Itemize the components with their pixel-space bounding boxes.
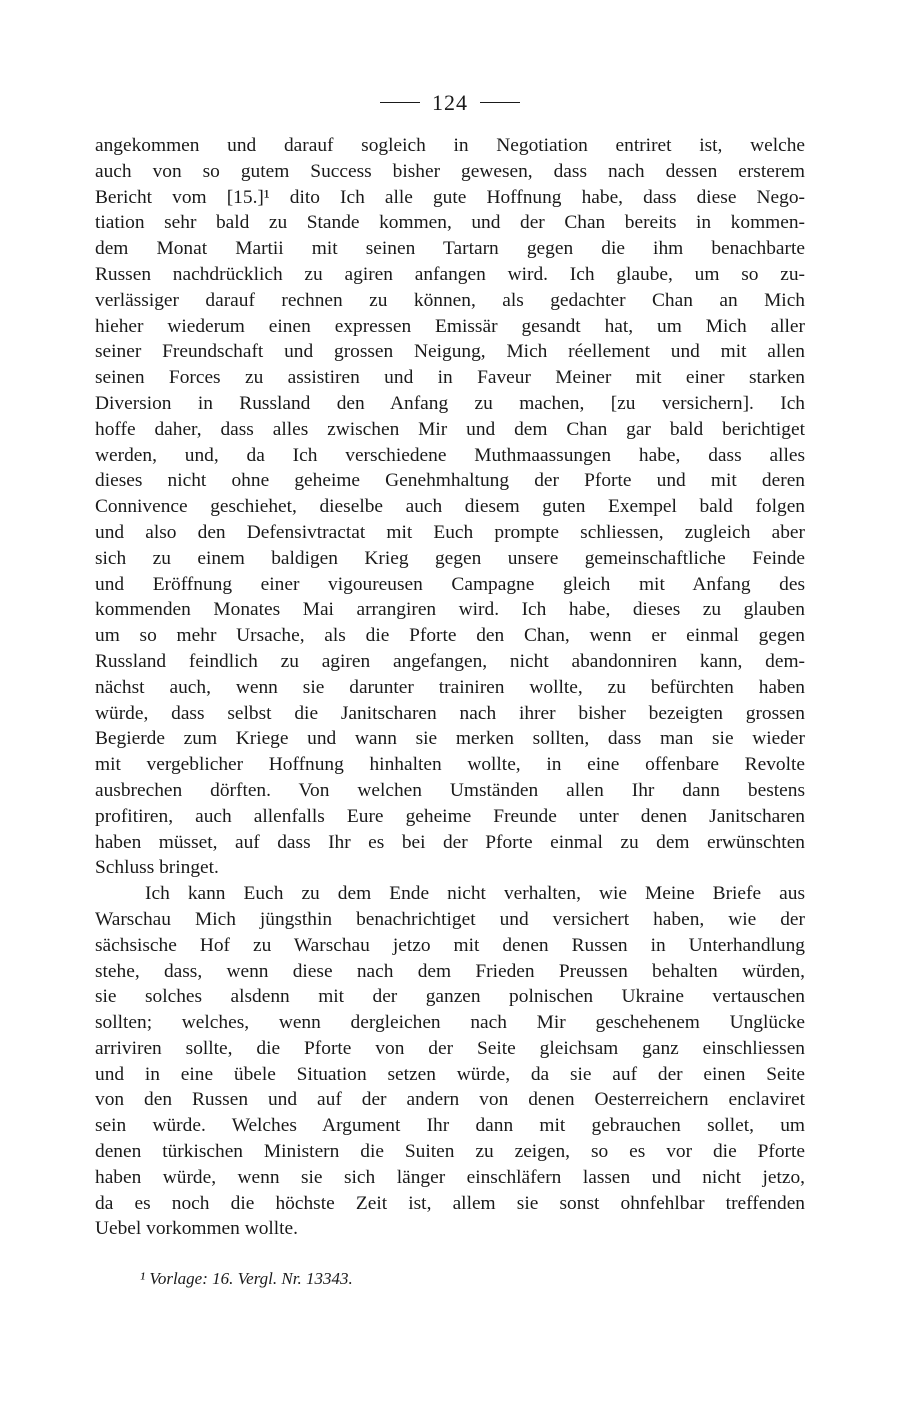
text-line: Connivence geschiehet, dieselbe auch diesem guten Exempel bald folgen bbox=[95, 496, 805, 518]
text-line: Russen nachdrücklich zu agiren anfangen wird. Ich glaube, um so zu- bbox=[95, 263, 805, 285]
text-line: sich zu einem baldigen Krieg gegen unsere gemeinschaftliche Feinde bbox=[95, 547, 805, 569]
text-line: sein würde. Welches Argument Ihr dann mit gebrauchen sollet, um bbox=[95, 1115, 805, 1137]
footnote: ¹ Vorlage: 16. Vergl. Nr. 13343. bbox=[140, 1269, 353, 1288]
page-number: 124 bbox=[432, 89, 468, 115]
text-line: angekommen und darauf sogleich in Negotiation entriret ist, welche bbox=[95, 135, 805, 156]
text-line: tiation sehr bald zu Stande kommen, und der Chan bereits in kommen- bbox=[95, 212, 805, 234]
text-line: stehe, dass, wenn diese nach dem Frieden Preussen behalten würden, bbox=[95, 960, 805, 982]
text-line: hieher wiederum einen expressen Emissär gesandt hat, um Mich aller bbox=[95, 315, 805, 337]
header-rule-right bbox=[480, 102, 520, 103]
text-line: seinen Forces zu assistiren und in Faveur Meiner mit einer starken bbox=[95, 367, 805, 389]
text-line: und Eröffnung einer vigoureusen Campagne gleich mit Anfang des bbox=[95, 573, 805, 595]
text-line: Ich kann Euch zu dem Ende nicht verhalten, wie Meine Briefe aus bbox=[145, 883, 805, 905]
text-line: werden, und, da Ich verschiedene Muthmaassungen habe, dass alles bbox=[95, 444, 805, 466]
text-line: hoffe daher, dass alles zwischen Mir und dem Chan gar bald berichtiget bbox=[95, 418, 805, 440]
text-line: und in eine übele Situation setzen würde, da sie auf der einen Seite bbox=[95, 1063, 805, 1085]
text-line: würde, dass selbst die Janitscharen nach ihrer bisher bezeigten grossen bbox=[95, 702, 805, 724]
text-line: profitiren, auch allenfalls Eure geheime Freunde unter denen Janitscharen bbox=[95, 805, 805, 827]
text-line: kommenden Monates Mai arrangiren wird. Ich habe, dieses zu glauben bbox=[95, 599, 805, 621]
text-line: von den Russen und auf der andern von denen Oesterreichern enclaviret bbox=[95, 1089, 805, 1111]
text-line: da es noch die höchste Zeit ist, allem sie sonst ohnfehlbar treffenden bbox=[95, 1192, 805, 1214]
text-line: um so mehr Ursache, als die Pforte den Chan, wenn er einmal gegen bbox=[95, 625, 805, 647]
text-line: haben müsset, auf dass Ihr es bei der Pforte einmal zu dem erwünschten bbox=[95, 831, 805, 853]
text-line: dem Monat Martii mit seinen Tartarn gegen die ihm benachbarte bbox=[95, 238, 805, 260]
text-line: und also den Defensivtractat mit Euch prompte schliessen, zugleich aber bbox=[95, 521, 805, 543]
text-line: dieses nicht ohne geheime Genehmhaltung der Pforte und mit deren bbox=[95, 470, 805, 492]
text-line: seiner Freundschaft und grossen Neigung, Mich réellement und mit allen bbox=[95, 341, 805, 363]
text-line: verlässiger darauf rechnen zu können, als gedachter Chan an Mich bbox=[95, 289, 805, 311]
page-header bbox=[0, 86, 900, 118]
text-line: Russland feindlich zu agiren angefangen, nicht abandonniren kann, dem- bbox=[95, 650, 805, 672]
text-line: Bericht vom [15.]¹ dito Ich alle gute Hoffnung habe, dass diese Nego- bbox=[95, 186, 805, 208]
text-line: denen türkischen Ministern die Suiten zu zeigen, so es vor die Pforte bbox=[95, 1141, 805, 1163]
text-line: ausbrechen dörften. Von welchen Umständen allen Ihr dann bestens bbox=[95, 779, 805, 801]
body-text bbox=[95, 133, 805, 1242]
text-line: haben würde, wenn sie sich länger einschläfern lassen und nicht jetzo, bbox=[95, 1166, 805, 1188]
header-rule-left bbox=[380, 102, 420, 103]
text-line: sächsische Hof zu Warschau jetzo mit denen Russen in Unterhandlung bbox=[95, 934, 805, 956]
text-line: Warschau Mich jüngsthin benachrichtiget und versichert haben, wie der bbox=[95, 908, 805, 930]
text-line: Diversion in Russland den Anfang zu machen, [zu versichern]. Ich bbox=[95, 392, 805, 414]
text-line: nächst auch, wenn sie darunter trainiren wollte, zu befürchten haben bbox=[95, 676, 805, 698]
text-line: Uebel vorkommen wollte. bbox=[95, 1218, 299, 1240]
text-line: Schluss bringet. bbox=[95, 857, 219, 879]
text-line: sie solches alsdenn mit der ganzen polnischen Ukraine vertauschen bbox=[95, 986, 805, 1008]
text-line: arriviren sollte, die Pforte von der Seite gleichsam ganz einschliessen bbox=[95, 1037, 805, 1059]
text-line: mit vergeblicher Hoffnung hinhalten wollte, in eine offenbare Revolte bbox=[95, 754, 805, 776]
text-line: auch von so gutem Success bisher gewesen, dass nach dessen ersterem bbox=[95, 160, 805, 182]
text-line: sollten; welches, wenn dergleichen nach Mir geschehenem Unglücke bbox=[95, 1012, 805, 1034]
text-line: Begierde zum Kriege und wann sie merken sollten, dass man sie wieder bbox=[95, 728, 805, 750]
